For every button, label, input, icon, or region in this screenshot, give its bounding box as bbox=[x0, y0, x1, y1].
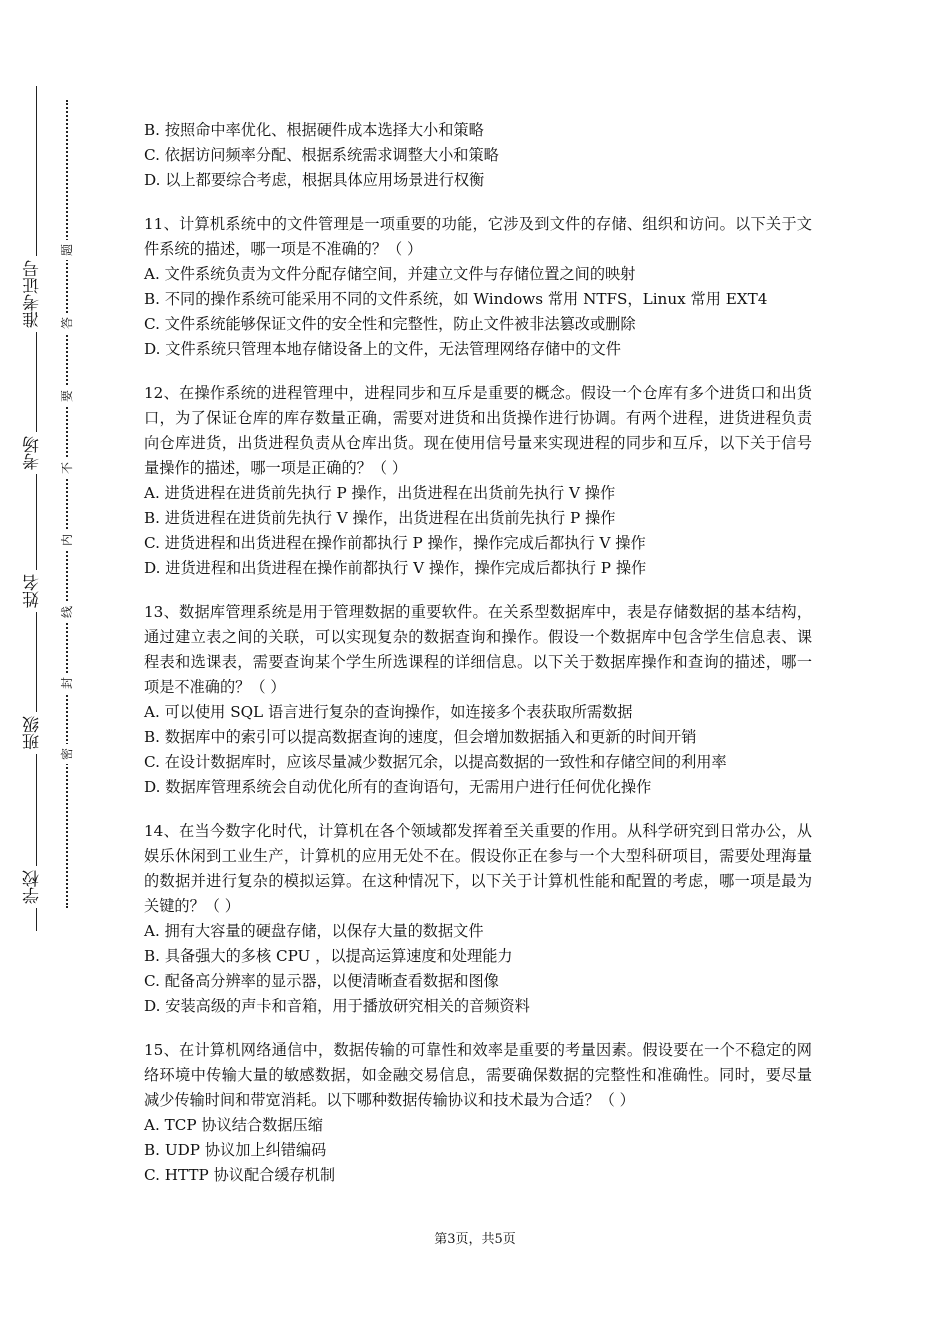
option-d: D. 进货进程和出货进程在操作前都执行 V 操作，操作完成后都执行 P 操作 bbox=[144, 559, 647, 577]
question-content bbox=[144, 118, 812, 1207]
question-stem: 15、在计算机网络通信中，数据传输的可靠性和效率是重要的考量因素。假设要在一个不稳定的网络环境中传输大量的敏感数据，如金融交易信息，需要确保数据的完整性和准确性。同时，要尽量减少传输时间和带宽消耗。以下哪种数据传输协议和技术最为合适？（ ） bbox=[144, 1041, 812, 1109]
option-b: B. 进货进程在进货前先执行 V 操作，出货进程在出货前先执行 P 操作 bbox=[144, 509, 616, 527]
question-12 bbox=[144, 381, 812, 581]
option-c: C. 在设计数据库时，应该尽量减少数据冗余，以提高数据的一致性和存储空间的利用率 bbox=[144, 753, 727, 771]
question-15 bbox=[144, 1038, 812, 1188]
field-class-label: 班级 bbox=[22, 712, 50, 754]
binding-dotted-line bbox=[66, 100, 68, 908]
seal-char-1: 题 bbox=[57, 240, 77, 260]
question-stem: 12、在操作系统的进程管理中，进程同步和互斥是重要的概念。假设一个仓库有多个进货口和出货口，为了保证仓库的库存数量正确，需要对进货和出货操作进行协调。有两个进程，进货进程负责向仓库进货，出货进程负责从仓库出货。现在使用信号量来实现进程的同步和互斥，以下关于信号量操作的描述，哪一项是正确的？（ ） bbox=[144, 384, 812, 477]
option-d: D. 以上都要综合考虑，根据具体应用场景进行权衡 bbox=[144, 171, 485, 189]
carryover-options bbox=[144, 118, 812, 193]
seal-char-5: 内 bbox=[57, 530, 77, 550]
seal-char-4: 不 bbox=[57, 458, 77, 478]
option-c: C. 文件系统能够保证文件的安全性和完整性，防止文件被非法篡改或删除 bbox=[144, 315, 636, 333]
option-c: C. 依据访问频率分配、根据系统需求调整大小和策略 bbox=[144, 146, 499, 164]
question-stem: 14、在当今数字化时代，计算机在各个领域都发挥着至关重要的作用。从科学研究到日常办公，从娱乐休闲到工业生产，计算机的应用无处不在。假设你正在参与一个大型科研项目，需要处理海量的数据并进行复杂的模拟运算。在这种情况下，以下关于计算机性能和配置的考虑，哪一项是最为关键的？（ ） bbox=[144, 822, 812, 915]
option-c: C. 进货进程和出货进程在操作前都执行 P 操作，操作完成后都执行 V 操作 bbox=[144, 534, 646, 552]
option-a: A. 可以使用 SQL 语言进行复杂的查询操作，如连接多个表获取所需数据 bbox=[144, 703, 633, 721]
option-a: A. 拥有大容量的硬盘存储，以保存大量的数据文件 bbox=[144, 922, 484, 940]
seal-char-7: 封 bbox=[57, 673, 77, 693]
option-a: A. 文件系统负责为文件分配存储空间，并建立文件与存储位置之间的映射 bbox=[144, 265, 636, 283]
seal-char-6: 线 bbox=[57, 602, 77, 622]
option-d: D. 数据库管理系统会自动优化所有的查询语句，无需用户进行任何优化操作 bbox=[144, 778, 652, 796]
page-footer: 第3页，共5页 bbox=[434, 1232, 516, 1247]
field-exam-room-label: 考场 bbox=[22, 432, 50, 474]
question-14 bbox=[144, 819, 812, 1019]
field-school-label: 学校 bbox=[22, 866, 50, 908]
seal-char-2: 答 bbox=[57, 313, 77, 333]
question-13 bbox=[144, 600, 812, 800]
option-b: B. 不同的操作系统可能采用不同的文件系统，如 Windows 常用 NTFS，Linux 常用 EXT4 bbox=[144, 290, 768, 308]
option-c: C. 配备高分辨率的显示器，以便清晰查看数据和图像 bbox=[144, 972, 499, 990]
option-b: B. UDP 协议加上纠错编码 bbox=[144, 1141, 327, 1159]
question-11 bbox=[144, 212, 812, 362]
option-b: B. 具备强大的多核 CPU ，以提高运算速度和处理能力 bbox=[144, 947, 513, 965]
option-a: A. 进货进程在进货前先执行 P 操作，出货进程在出货前先执行 V 操作 bbox=[144, 484, 616, 502]
field-name-label: 姓名 bbox=[22, 570, 50, 612]
binding-solid-line bbox=[36, 86, 37, 931]
option-b: B. 按照命中率优化、根据硬件成本选择大小和策略 bbox=[144, 121, 484, 139]
binding-margin bbox=[0, 0, 110, 1344]
question-stem: 13、数据库管理系统是用于管理数据的重要软件。在关系型数据库中，表是存储数据的基本结构，通过建立表之间的关联，可以实现复杂的数据查询和操作。假设一个数据库中包含学生信息表、课程表和选课表，需要查询某个学生所选课程的详细信息。以下关于数据库操作和查询的描述，哪一项是不准确的？（ ） bbox=[144, 603, 812, 696]
question-stem: 11、计算机系统中的文件管理是一项重要的功能，它涉及到文件的存储、组织和访问。以下关于文件系统的描述，哪一项是不准确的？（ ） bbox=[144, 215, 812, 258]
seal-char-3: 要 bbox=[57, 386, 77, 406]
option-a: A. TCP 协议结合数据压缩 bbox=[144, 1116, 323, 1134]
seal-char-8: 密 bbox=[57, 744, 77, 764]
option-d: D. 文件系统只管理本地存储设备上的文件，无法管理网络存储中的文件 bbox=[144, 340, 621, 358]
option-b: B. 数据库中的索引可以提高数据查询的速度，但会增加数据插入和更新的时间开销 bbox=[144, 728, 697, 746]
field-exam-id-label: 准考证号 bbox=[22, 256, 50, 332]
option-d: D. 安装高级的声卡和音箱，用于播放研究相关的音频资料 bbox=[144, 997, 530, 1015]
option-c: C. HTTP 协议配合缓存机制 bbox=[144, 1166, 336, 1184]
